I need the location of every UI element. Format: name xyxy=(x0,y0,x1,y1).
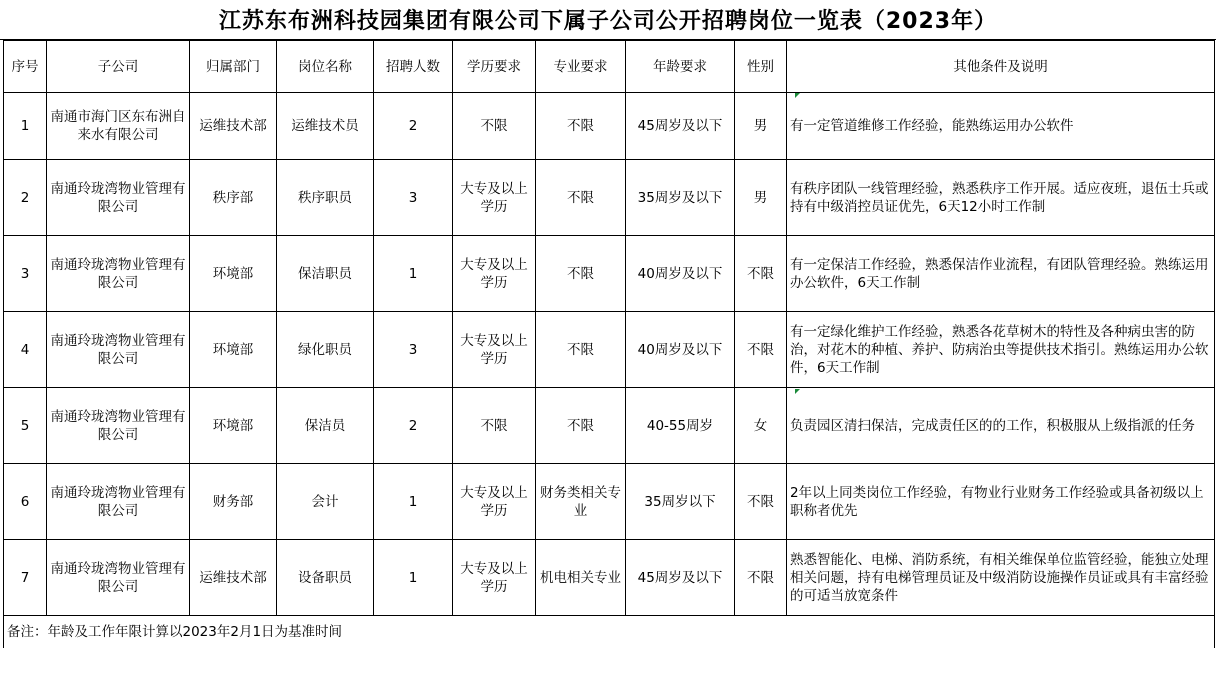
cell-count: 1 xyxy=(374,464,453,540)
cell-education: 大专及以上学历 xyxy=(453,160,536,236)
cell-notes: 有秩序团队一线管理经验，熟悉秩序工作开展。适应夜班，退伍士兵或持有中级消控员证优先，6天12小时工作制 xyxy=(787,160,1215,236)
cell-education: 大专及以上学历 xyxy=(453,312,536,388)
cell-marker-icon xyxy=(795,93,800,98)
cell-dept: 运维技术部 xyxy=(190,93,277,160)
header-major: 专业要求 xyxy=(536,41,626,93)
cell-age: 40周岁及以下 xyxy=(626,236,735,312)
cell-company: 南通玲珑湾物业管理有限公司 xyxy=(47,312,190,388)
table-row xyxy=(4,464,1215,540)
header-notes: 其他条件及说明 xyxy=(787,41,1215,93)
cell-gender: 男 xyxy=(735,93,787,160)
cell-age: 35周岁以下 xyxy=(626,464,735,540)
cell-position: 秩序职员 xyxy=(277,160,374,236)
header-age: 年龄要求 xyxy=(626,41,735,93)
cell-education: 大专及以上学历 xyxy=(453,236,536,312)
cell-count: 1 xyxy=(374,236,453,312)
cell-education: 大专及以上学历 xyxy=(453,464,536,540)
cell-major: 不限 xyxy=(536,388,626,464)
page-title: 江苏东布洲科技园集团有限公司下属子公司公开招聘岗位一览表（2023年） xyxy=(0,0,1216,40)
table-row xyxy=(4,160,1215,236)
cell-gender: 女 xyxy=(735,388,787,464)
header-no: 序号 xyxy=(4,41,47,93)
cell-dept: 环境部 xyxy=(190,236,277,312)
cell-gender: 不限 xyxy=(735,464,787,540)
cell-major: 不限 xyxy=(536,160,626,236)
header-row xyxy=(4,41,1215,93)
cell-company: 南通玲珑湾物业管理有限公司 xyxy=(47,236,190,312)
cell-gender: 不限 xyxy=(735,236,787,312)
cell-no: 3 xyxy=(4,236,47,312)
cell-major: 财务类相关专业 xyxy=(536,464,626,540)
cell-major: 不限 xyxy=(536,312,626,388)
table-row xyxy=(4,540,1215,616)
table-row xyxy=(4,93,1215,160)
cell-education: 不限 xyxy=(453,388,536,464)
cell-count: 2 xyxy=(374,93,453,160)
cell-company: 南通玲珑湾物业管理有限公司 xyxy=(47,540,190,616)
cell-notes: 有一定管道维修工作经验，能熟练运用办公软件 xyxy=(787,93,1215,160)
cell-count: 1 xyxy=(374,540,453,616)
cell-gender: 不限 xyxy=(735,540,787,616)
cell-dept: 财务部 xyxy=(190,464,277,540)
footnote: 备注：年龄及工作年限计算以2023年2月1日为基准时间 xyxy=(4,616,1215,649)
cell-no: 4 xyxy=(4,312,47,388)
cell-no: 1 xyxy=(4,93,47,160)
cell-dept: 环境部 xyxy=(190,312,277,388)
cell-notes: 负责园区清扫保洁，完成责任区的的工作，积极服从上级指派的任务 xyxy=(787,388,1215,464)
cell-major: 机电相关专业 xyxy=(536,540,626,616)
header-company: 子公司 xyxy=(47,41,190,93)
cell-notes: 有一定保洁工作经验，熟悉保洁作业流程，有团队管理经验。熟练运用办公软件，6天工作制 xyxy=(787,236,1215,312)
cell-age: 45周岁及以下 xyxy=(626,540,735,616)
cell-age: 40周岁及以下 xyxy=(626,312,735,388)
cell-dept: 环境部 xyxy=(190,388,277,464)
header-dept: 归属部门 xyxy=(190,41,277,93)
cell-company: 南通玲珑湾物业管理有限公司 xyxy=(47,160,190,236)
cell-position: 会计 xyxy=(277,464,374,540)
cell-dept: 秩序部 xyxy=(190,160,277,236)
cell-education: 大专及以上学历 xyxy=(453,540,536,616)
cell-count: 2 xyxy=(374,388,453,464)
cell-marker-icon xyxy=(795,389,800,394)
cell-gender: 不限 xyxy=(735,312,787,388)
cell-age: 35周岁及以下 xyxy=(626,160,735,236)
cell-no: 5 xyxy=(4,388,47,464)
cell-notes: 2年以上同类岗位工作经验，有物业行业财务工作经验或具备初级以上职称者优先 xyxy=(787,464,1215,540)
cell-position: 运维技术员 xyxy=(277,93,374,160)
cell-position: 绿化职员 xyxy=(277,312,374,388)
cell-education: 不限 xyxy=(453,93,536,160)
header-education: 学历要求 xyxy=(453,41,536,93)
cell-position: 保洁员 xyxy=(277,388,374,464)
cell-no: 6 xyxy=(4,464,47,540)
cell-dept: 运维技术部 xyxy=(190,540,277,616)
cell-notes: 有一定绿化维护工作经验，熟悉各花草树木的特性及各种病虫害的防治，对花木的种植、养护、防病治虫等提供技术指引。熟练运用办公软件，6天工作制 xyxy=(787,312,1215,388)
cell-company: 南通玲珑湾物业管理有限公司 xyxy=(47,464,190,540)
cell-company: 南通市海门区东布洲自来水有限公司 xyxy=(47,93,190,160)
cell-position: 保洁职员 xyxy=(277,236,374,312)
cell-gender: 男 xyxy=(735,160,787,236)
cell-major: 不限 xyxy=(536,236,626,312)
cell-age: 40-55周岁 xyxy=(626,388,735,464)
recruitment-table xyxy=(3,40,1215,648)
header-position: 岗位名称 xyxy=(277,41,374,93)
cell-major: 不限 xyxy=(536,93,626,160)
table-row xyxy=(4,388,1215,464)
table-row xyxy=(4,236,1215,312)
table-row xyxy=(4,312,1215,388)
header-gender: 性别 xyxy=(735,41,787,93)
cell-count: 3 xyxy=(374,312,453,388)
cell-company: 南通玲珑湾物业管理有限公司 xyxy=(47,388,190,464)
cell-notes: 熟悉智能化、电梯、消防系统，有相关维保单位监管经验，能独立处理相关问题，持有电梯管理员证及中级消防设施操作员证或具有丰富经验的可适当放宽条件 xyxy=(787,540,1215,616)
footnote-row xyxy=(4,616,1215,649)
cell-age: 45周岁及以下 xyxy=(626,93,735,160)
cell-count: 3 xyxy=(374,160,453,236)
header-count: 招聘人数 xyxy=(374,41,453,93)
cell-no: 7 xyxy=(4,540,47,616)
cell-no: 2 xyxy=(4,160,47,236)
cell-position: 设备职员 xyxy=(277,540,374,616)
